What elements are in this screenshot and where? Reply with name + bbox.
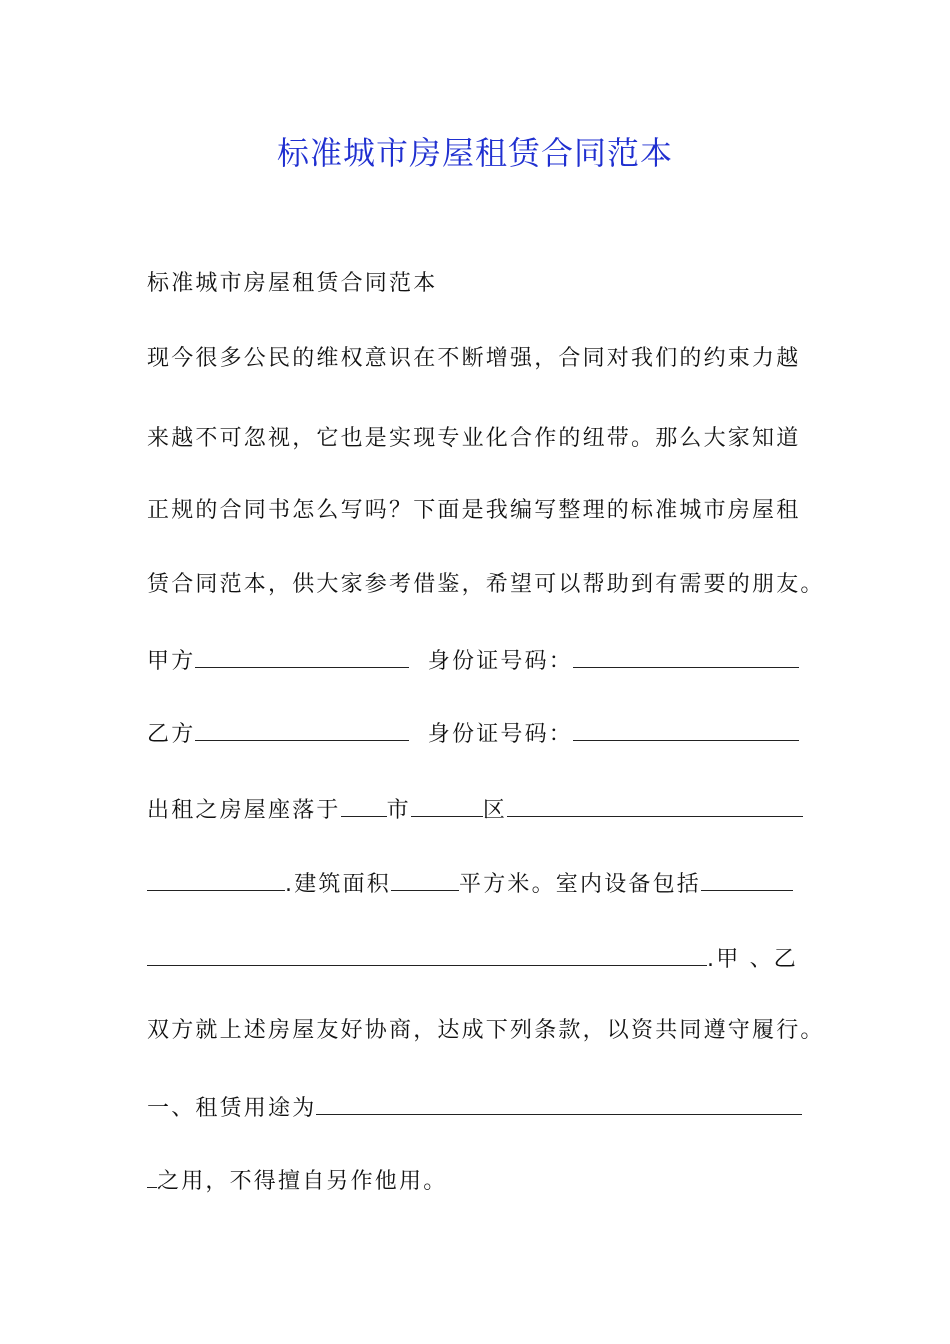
usage-continued-blank [147, 1163, 157, 1188]
city-label: 市 [386, 798, 411, 823]
equipment-row [147, 941, 807, 973]
area-row [147, 866, 807, 898]
city-blank [341, 792, 387, 817]
address-continued-blank [147, 866, 285, 891]
party-a-id-blank [573, 643, 799, 668]
intro-line-4: 赁合同范本，供大家参考借鉴，希望可以帮助到有需要的朋友。 [147, 572, 825, 597]
area-unit: 平方米。室内设备包括 [459, 872, 702, 897]
usage-blank [316, 1090, 802, 1115]
party-b-id-blank [573, 716, 799, 741]
party-b-row [147, 716, 807, 748]
document-title: 标准城市房屋租赁合同范本 [276, 134, 673, 172]
intro-line-3: 正规的合同书怎么写吗？下面是我编写整理的标准城市房屋租 [147, 498, 801, 523]
clause-1-row [147, 1090, 807, 1122]
location-row [147, 792, 807, 824]
clause-1-prefix: 一、租赁用途为 [147, 1096, 317, 1121]
party-a-label: 甲方 [147, 649, 196, 674]
intro-line-1: 现今很多公民的维权意识在不断增强，合同对我们的约束力越 [147, 346, 801, 371]
area-blank [391, 866, 459, 891]
agreement-line: 双方就上述房屋友好协商，达成下列条款，以资共同遵守履行。 [147, 1018, 825, 1043]
party-b-name-blank [195, 716, 409, 741]
party-b-id-label: 身份证号码： [427, 722, 573, 747]
location-prefix: 出租之房屋座落于 [147, 798, 341, 823]
party-a-row [147, 643, 807, 675]
clause-1-suffix: 之用，不得擅自另作他用。 [157, 1169, 448, 1194]
document-subtitle: 标准城市房屋租赁合同范本 [147, 271, 438, 296]
intro-line-2: 来越不可忽视，它也是实现专业化合作的纽带。那么大家知道 [147, 426, 801, 451]
district-blank [411, 792, 483, 817]
clause-1-continued-row [147, 1163, 807, 1195]
address-blank [507, 792, 803, 817]
area-prefix: .建筑面积 [285, 872, 391, 897]
party-a-name-blank [195, 643, 409, 668]
district-label: 区 [482, 798, 508, 823]
party-a-id-label: 身份证号码： [427, 649, 573, 674]
equipment-blank [701, 866, 793, 891]
parties-tail: .甲 、乙 [707, 947, 798, 972]
equipment-continued-blank [147, 941, 707, 966]
party-b-label: 乙方 [147, 722, 196, 747]
